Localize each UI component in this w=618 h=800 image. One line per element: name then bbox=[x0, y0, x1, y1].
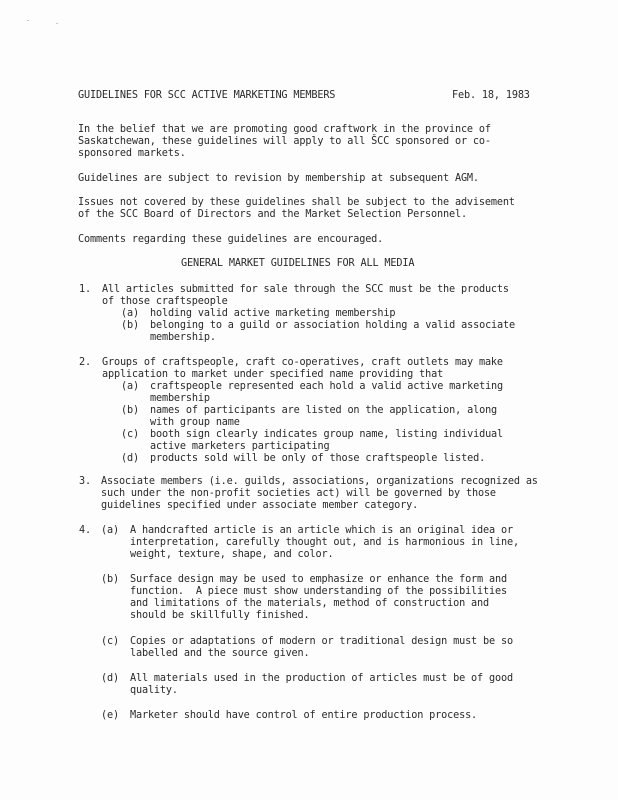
document-date: Feb. 18, 1983 bbox=[452, 90, 530, 101]
issues-paragraph-line: Issues not covered by these guidelines shall be subject to the advisement bbox=[78, 197, 515, 208]
sub-item-label: (b) bbox=[121, 320, 139, 331]
scan-speck bbox=[27, 20, 29, 21]
intro-paragraph-line: sponsored markets. bbox=[78, 148, 186, 159]
section-title: GENERAL MARKET GUIDELINES FOR ALL MEDIA bbox=[181, 258, 415, 269]
item-text-line: guidelines specified under associate member category. bbox=[101, 500, 419, 511]
sub-item-text: Marketer should have control of entire production process. bbox=[130, 710, 478, 721]
sub-item-label: (a) bbox=[121, 381, 139, 392]
item-text-line: application to market under specified name providing that bbox=[102, 369, 444, 380]
sub-item-text: All materials used in the production of articles must be of good bbox=[130, 673, 513, 684]
sub-item-text: function. A piece must show understanding of the possibilities bbox=[130, 586, 507, 597]
sub-item-text: holding valid active marketing membership bbox=[150, 308, 396, 319]
sub-item-text: A handcrafted article is an article which is an original idea or bbox=[130, 525, 513, 536]
sub-item-label: (c) bbox=[101, 636, 119, 647]
sub-item-text: with group name bbox=[150, 417, 240, 428]
item-number: 4. bbox=[79, 525, 91, 536]
sub-item-text: quality. bbox=[130, 685, 178, 696]
item-text-line: Associate members (i.e. guilds, associations, organizations recognized as bbox=[101, 476, 538, 487]
revision-paragraph: Guidelines are subject to revision by membership at subsequent AGM. bbox=[78, 173, 479, 184]
item-number: 1. bbox=[79, 284, 91, 295]
sub-item-text: and limitations of the materials, method of construction and bbox=[130, 598, 490, 609]
item-number: 2. bbox=[79, 357, 91, 368]
sub-item-label: (b) bbox=[121, 405, 139, 416]
sub-item-label: (a) bbox=[101, 525, 119, 536]
sub-item-text: interpretation, carefully thought out, and is harmonious in line, bbox=[130, 537, 519, 548]
sub-item-text: products sold will be only of those craftspeople listed. bbox=[150, 453, 486, 464]
sub-item-text: craftspeople represented each hold a valid active marketing bbox=[150, 381, 504, 392]
sub-item-label: (e) bbox=[101, 710, 119, 721]
intro-paragraph-line: Saskatchewan, these guidelines will apply to all ŠCC sponsored or co- bbox=[78, 136, 491, 147]
sub-item-text: should be skillfully finished. bbox=[130, 610, 310, 621]
document-title: GUIDELINES FOR SCC ACTIVE MARKETING MEMBERS bbox=[78, 90, 336, 101]
scan-speck bbox=[56, 23, 58, 24]
sub-item-text: weight, texture, shape, and color. bbox=[130, 549, 334, 560]
sub-item-text: membership bbox=[150, 393, 210, 404]
intro-paragraph-line: In the belief that we are promoting good craftwork in the province of bbox=[78, 124, 491, 135]
comments-paragraph: Comments regarding these guidelines are encouraged. bbox=[78, 234, 384, 245]
item-text-line: such under the non-profit societies act) will be governed by those bbox=[101, 488, 496, 499]
sub-item-text: Copies or adaptations of modern or traditional design must be so bbox=[130, 636, 513, 647]
issues-paragraph-line: of the SCC Board of Directors and the Market Selection Personnel. bbox=[78, 209, 467, 220]
sub-item-text: Surface design may be used to emphasize or enhance the form and bbox=[130, 574, 507, 585]
item-text-line: of those craftspeople bbox=[102, 296, 228, 307]
item-text-line: All articles submitted for sale through the SCC must be the products bbox=[102, 284, 509, 295]
sub-item-label: (a) bbox=[121, 308, 139, 319]
item-number: 3. bbox=[79, 476, 91, 487]
sub-item-text: belonging to a guild or association holding a valid associate bbox=[150, 320, 515, 331]
sub-item-label: (d) bbox=[121, 453, 139, 464]
sub-item-text: labelled and the source given. bbox=[130, 648, 310, 659]
item-text-line: Groups of craftspeople, craft co-operatives, craft outlets may make bbox=[102, 357, 503, 368]
sub-item-label: (b) bbox=[101, 574, 119, 585]
sub-item-text: names of participants are listed on the application, along bbox=[150, 405, 498, 416]
sub-item-label: (d) bbox=[101, 673, 119, 684]
sub-item-text: booth sign clearly indicates group name, listing individual bbox=[150, 429, 504, 440]
sub-item-text: membership. bbox=[150, 332, 216, 343]
sub-item-label: (c) bbox=[121, 429, 139, 440]
sub-item-text: active marketers participating bbox=[150, 441, 330, 452]
